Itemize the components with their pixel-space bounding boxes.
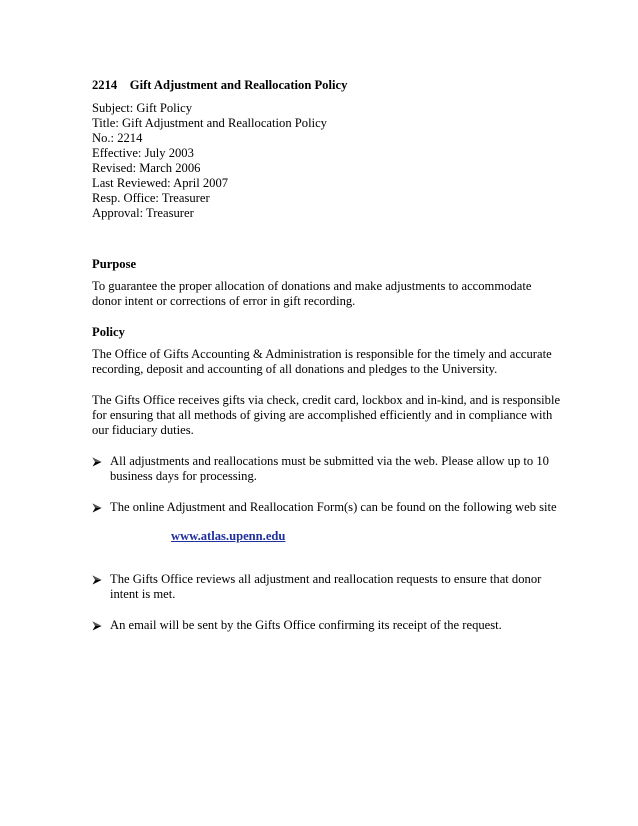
policy-paragraph: The Gifts Office receives gifts via check, credit card, lockbox and in-kind, and is responsible for ensuring that all methods of giving are accomplished efficiently and in compliance with our fiduciary duties. xyxy=(92,393,561,437)
policy-bullet xyxy=(92,454,562,484)
policy-bullet-text: The online Adjustment and Reallocation Form(s) can be found on the following web site xyxy=(110,500,557,514)
arrowhead-bullet-icon xyxy=(92,575,102,585)
policy-bullet-text: All adjustments and reallocations must be submitted via the web. Please allow up to 10 business days for processing. xyxy=(110,454,549,483)
meta-last-reviewed: Last Reviewed: April 2007 xyxy=(92,176,229,190)
link-container xyxy=(92,529,562,544)
policy-bullet xyxy=(92,500,562,515)
meta-approval: Approval: Treasurer xyxy=(92,206,194,220)
policy-bullet-list xyxy=(92,572,562,633)
policy-bullet xyxy=(92,572,562,602)
document-title: 2214 Gift Adjustment and Reallocation Policy xyxy=(92,78,348,92)
policy-bullet xyxy=(92,618,562,633)
policy-bullet-list xyxy=(92,454,562,515)
document-page xyxy=(92,78,562,649)
policy-paragraph: The Office of Gifts Accounting & Administration is responsible for the timely and accurate recording, deposit and accounting of all donations and pledges to the University. xyxy=(92,347,552,376)
meta-effective: Effective: July 2003 xyxy=(92,146,194,160)
arrowhead-bullet-icon xyxy=(92,503,102,513)
arrowhead-bullet-icon xyxy=(92,457,102,467)
meta-number: No.: 2214 xyxy=(92,131,143,145)
arrowhead-bullet-icon xyxy=(92,621,102,631)
policy-heading: Policy xyxy=(92,325,125,339)
policy-bullet-text: The Gifts Office reviews all adjustment and reallocation requests to ensure that donor intent is met. xyxy=(110,572,542,601)
meta-resp-office: Resp. Office: Treasurer xyxy=(92,191,210,205)
meta-title: Title: Gift Adjustment and Reallocation Policy xyxy=(92,116,327,130)
atlas-website-link[interactable]: www.atlas.upenn.edu xyxy=(171,529,286,543)
policy-metadata xyxy=(92,101,562,221)
purpose-heading: Purpose xyxy=(92,257,137,271)
policy-bullet-text: An email will be sent by the Gifts Office confirming its receipt of the request. xyxy=(110,618,502,632)
meta-subject: Subject: Gift Policy xyxy=(92,101,193,115)
meta-revised: Revised: March 2006 xyxy=(92,161,201,175)
purpose-text: To guarantee the proper allocation of donations and make adjustments to accommodate donor intent or corrections of error in gift recording. xyxy=(92,279,532,308)
